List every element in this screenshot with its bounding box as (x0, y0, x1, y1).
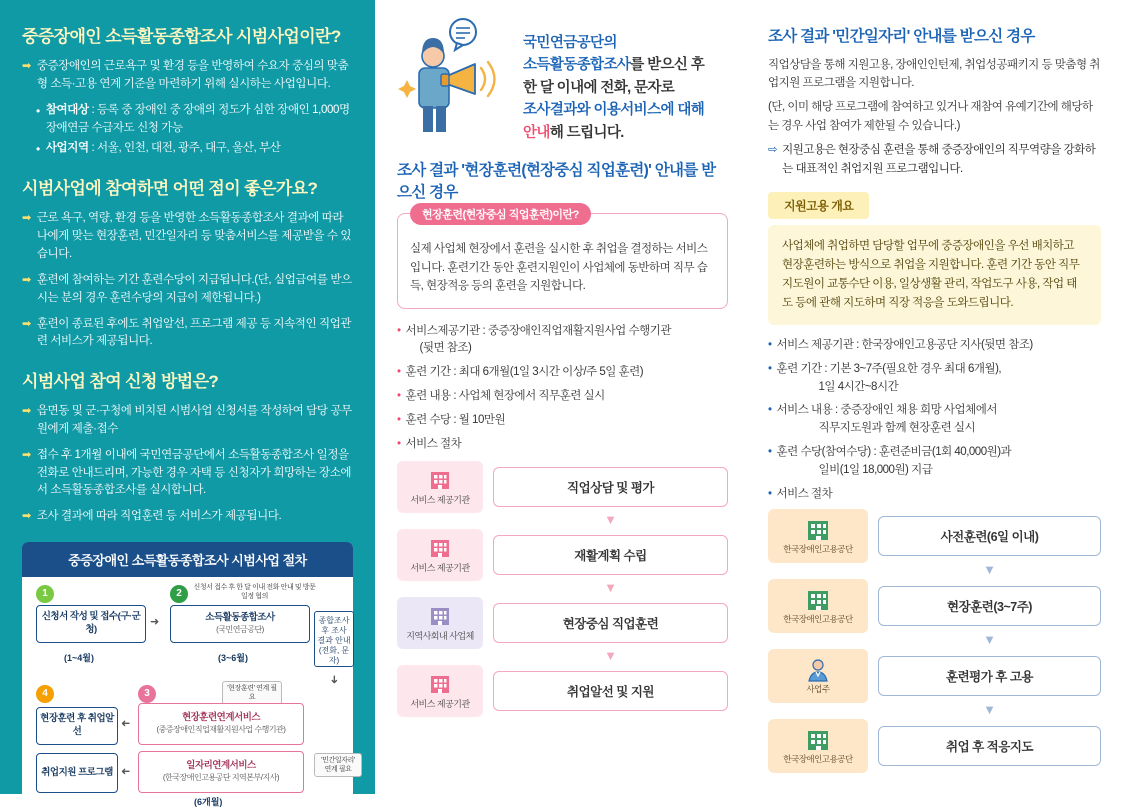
dot-bullet-icon: • (768, 487, 772, 500)
flow-step-number-4: 4 (36, 685, 54, 703)
service-provider-icon (397, 665, 483, 717)
center-panel (375, 0, 748, 794)
flow-arrow-icon: ➜ (328, 674, 341, 685)
service-provider-label: 서비스 제공기관 (410, 494, 470, 505)
right-flow-row (768, 509, 1101, 563)
center-bullet (397, 364, 728, 382)
right-flow-gap (768, 563, 1101, 579)
flow-step-number-3: 3 (138, 685, 156, 703)
center-flow-gap (397, 649, 728, 665)
dot-bullet-icon: • (397, 324, 401, 337)
kead-agency-label: 한국장애인고용공단 (783, 613, 853, 624)
dot-bullet-icon: • (36, 103, 40, 118)
center-bullet (397, 436, 728, 454)
right-bullet-text: 서비스 내용 : 중증장애인 채용 희망 사업체에서 직무지도원과 함께 현장훈련 실시 (776, 404, 997, 435)
right-flow-box: 사전훈련(6일 이내) (878, 516, 1101, 556)
right-arrow-note (768, 141, 1101, 178)
employer-icon (768, 649, 868, 703)
flow-box-step-2-sub: (국민연금공단) (216, 625, 264, 635)
dot-bullet-icon: • (768, 362, 772, 375)
left-section1-sub-text (46, 140, 353, 158)
local-business-icon (397, 597, 483, 649)
hero-line-4: 조사결과와 이용서비스에 대해 (523, 102, 705, 119)
dot-bullet-icon: • (768, 338, 772, 351)
kead-agency-label: 한국장애인고용공단 (783, 753, 853, 764)
flow-box-step-4a-label: 현장훈련 후 취업알선 (40, 713, 114, 738)
support-employment-box: 사업체에 취업하면 담당할 업무에 중증장애인을 우선 배치하고 현장훈련하는 방식으로 취업을 지원합니다. 훈련 기간 동안 직무지도원이 교통수단 이용, 일상생활 관리, 작업도구 사용, 작업 태도 등에 관해 지도하며 직장 적응을 도와드립니다. (768, 225, 1101, 325)
flow-box-step-1 (36, 605, 146, 643)
center-flow-box: 재활계획 수립 (493, 535, 728, 575)
left-section3-text: 접수 후 1개월 이내에 국민연금공단에서 소득활동종합조사 일정을 전화로 안내드리며, 가능한 경우 자택 등 신청자가 희망하는 장소에서 소득활동종합조사를 실시합니다. (36, 448, 352, 497)
flow-side-tag-1: 종합조사 후 조사 결과 안내 (전화, 문자) (314, 611, 354, 667)
flow-period-3: (6개월) (194, 797, 223, 808)
kead-agency-icon (768, 579, 868, 633)
center-bullet (397, 388, 728, 406)
right-flow-gap (768, 703, 1101, 719)
left-section2-item (22, 272, 353, 308)
right-paragraph-2: (단, 이미 해당 프로그램에 참여하고 있거나 재참여 유예기간에 해당하는 경우 사업 참여가 제한될 수 있습니다.) (768, 101, 1093, 132)
right-paragraph-1: 직업상담을 통해 지원고용, 장애인인턴제, 취업성공패키지 등 맞춤형 취업지원 프로그램을 지원합니다. (768, 58, 1100, 90)
flow-box-step-3b-sub: (한국장애인고용공단 지역본부/지사) (162, 773, 280, 783)
service-provider-icon (397, 461, 483, 513)
flow-box-step-4b (36, 753, 118, 793)
hero-line-1: 국민연금공단의 (523, 35, 617, 51)
right-flow-box: 훈련평가 후 고용 (878, 656, 1101, 696)
right-bullet-text: 서비스 제공기관 : 한국장애인고용공단 지사(뒷면 참조) (776, 338, 1033, 351)
arrow-bullet-icon: ➡ (22, 317, 31, 330)
right-bullet (768, 337, 1101, 355)
right-flow-row (768, 649, 1101, 703)
center-flow-box: 현장중심 직업훈련 (493, 603, 728, 643)
left-heading-3: 시범사업 참여 신청 방법은? (22, 372, 219, 392)
service-provider-label: 서비스 제공기관 (410, 698, 470, 709)
left-sub-value: : 등록 중 장애인 중 장애의 정도가 심한 장애인 1,000명 장애연금 수급자도 신청 가능 (45, 103, 350, 134)
down-arrow-icon: ▼ (983, 562, 996, 578)
left-panel (0, 0, 375, 808)
right-service-flow (768, 509, 1101, 773)
flow-period-1: (1~4월) (64, 653, 94, 664)
flow-arrow-icon: ➜ (121, 717, 131, 730)
local-business-label: 지역사회내 사업체 (406, 630, 474, 641)
dot-bullet-icon: • (36, 142, 40, 157)
flow-step-number-2: 2 (170, 585, 188, 603)
process-flow-diagram (22, 542, 353, 812)
left-sub-label: 사업지역 (45, 142, 89, 155)
center-service-flow (397, 461, 728, 717)
flow-title: 중증장애인 소득활동종합조사 시범사업 절차 (22, 542, 353, 577)
right-flow-row (768, 719, 1101, 773)
left-section3-text: 조사 결과에 따라 직업훈련 등 서비스가 제공됩니다. (36, 510, 282, 523)
kead-agency-icon (768, 509, 868, 563)
center-flow-row (397, 461, 728, 513)
dot-bullet-icon: • (768, 445, 772, 458)
center-bullet (397, 323, 728, 359)
center-bullet-text: 훈련 기간 : 최대 6개월(1일 3시간 이상/주 5일 훈련) (405, 366, 644, 379)
right-panel (748, 0, 1123, 794)
flow-step-number-1: 1 (36, 585, 54, 603)
kead-agency-icon (768, 719, 868, 773)
flow-box-step-2 (170, 605, 310, 643)
hero-block (397, 16, 728, 146)
definition-body: 실제 사업체 현장에서 훈련을 실시한 후 취업을 결정하는 서비스입니다. 훈련기간 동안 훈련지원인이 사업체에 동반하며 직무 습득, 현장적응 등의 훈련을 지원합니다. (410, 243, 708, 293)
left-section1-sub-text (46, 102, 353, 138)
flow-body (22, 577, 355, 808)
service-provider-label: 서비스 제공기관 (410, 562, 470, 573)
flow-arrow-icon: ➜ (121, 765, 131, 778)
right-heading: 조사 결과 '민간일자리' 안내를 받으신 경우 (768, 28, 1035, 45)
left-section3-text: 읍면동 및 군·구청에 비치된 시범사업 신청서를 작성하여 담당 공무원에게 제출·접수 (36, 405, 352, 436)
flow-side-tag-3: '민간일자리' 연계 필요 (314, 753, 362, 777)
right-bullet-text: 서비스 절차 (776, 487, 833, 500)
right-bullet (768, 402, 1101, 438)
center-flow-row (397, 665, 728, 717)
left-section1-sub (36, 140, 353, 158)
right-flow-gap (768, 633, 1101, 649)
dot-bullet-icon: • (397, 437, 401, 450)
right-bullet-text: 훈련 수당(참여수당) : 훈련준비금(1회 40,000원)과 일비(1일 18,000원) 지급 (776, 445, 1012, 476)
center-flow-box: 직업상담 및 평가 (493, 467, 728, 507)
center-flow-row (397, 529, 728, 581)
flow-side-tag-2: '현장훈련' 연계 필요 (222, 681, 282, 705)
left-heading-2: 시범사업에 참여하면 어떤 점이 좋은가요? (22, 179, 318, 199)
right-bullet-text: 훈련 기간 : 기본 3~7주(필요한 경우 최대 6개월), 1일 4시간~8시간 (776, 362, 1002, 393)
flow-box-step-1-label: 신청서 작성 및 접수(구·군청) (41, 611, 141, 636)
center-flow-gap (397, 581, 728, 597)
hero-text (523, 16, 704, 144)
left-heading-1: 중증장애인 소득활동종합조사 시범사업이란? (22, 27, 341, 46)
flow-note-step-2: 신청서 접수 후 한 달 이내 전화 안내 및 방문일정 협의 (193, 584, 316, 601)
flow-box-step-3b-label: 일자리연계서비스 (186, 760, 256, 772)
right-arrow-note-text: 지원고용은 현장중심 훈련을 통해 중증장애인의 직무역량을 강화하는 대표적인 취업지원 프로그램입니다. (782, 144, 1096, 175)
dot-bullet-icon: • (397, 413, 401, 426)
center-bullet (397, 412, 728, 430)
flow-box-step-3a-sub: (중증장애인직업재활지원사업 수행기관) (156, 725, 286, 735)
megaphone-illustration (397, 16, 517, 146)
flow-arrow-icon: ➜ (150, 616, 160, 629)
dot-bullet-icon: • (768, 404, 772, 417)
left-section2-text: 근로 욕구, 역량, 환경 등을 반영한 소득활동종합조사 결과에 따라 나에게 맞는 현장훈련, 민간일자리 등 맞춤서비스를 제공받을 수 있습니다. (36, 212, 352, 261)
down-arrow-icon: ▼ (983, 632, 996, 648)
down-arrow-icon: ▼ (604, 648, 617, 664)
flow-box-step-4b-label: 취업지원 프로그램 (41, 766, 113, 778)
employer-label: 사업주 (806, 683, 830, 694)
dot-bullet-icon: • (397, 389, 401, 402)
hero-line-2: 소득활동종합조사를 받으신 후 (523, 57, 705, 74)
arrow-bullet-icon: ➡ (22, 212, 31, 225)
dot-bullet-icon: • (397, 366, 401, 379)
arrow-bullet-icon: ➡ (22, 60, 31, 73)
hero-line-5: 안내해 드립니다. (523, 124, 624, 141)
center-flow-box: 취업알선 및 지원 (493, 671, 728, 711)
center-bullet-text: 서비스 절차 (405, 437, 462, 450)
center-bullet-text: 훈련 내용 : 사업체 현장에서 직무훈련 실시 (405, 389, 605, 402)
center-bullet-text: 서비스제공기관 : 중증장애인직업재활지원사업 수행기관 (뒷면 참조) (405, 324, 671, 355)
left-section3-item (22, 403, 353, 439)
left-section1-item (22, 58, 353, 94)
left-section2-item (22, 316, 353, 352)
down-arrow-icon: ▼ (983, 702, 996, 718)
left-sub-label: 참여대상 (45, 103, 89, 116)
right-bullet (768, 444, 1101, 480)
center-bullet-text: 훈련 수당 : 월 10만원 (405, 413, 506, 426)
left-sub-value: : 서울, 인천, 대전, 광주, 대구, 울산, 부산 (88, 142, 281, 155)
right-bullet (768, 361, 1101, 397)
flow-box-step-3a-label: 현장훈련연계서비스 (181, 712, 261, 724)
hero-line-3: 한 달 이내에 전화, 문자로 (523, 79, 675, 96)
arrow-bullet-icon: ➡ (22, 405, 31, 418)
right-flow-box: 취업 후 적응지도 (878, 726, 1101, 766)
right-flow-row (768, 579, 1101, 633)
flow-box-step-2-label: 소득활동종합조사 (205, 612, 275, 624)
flow-box-step-4a (36, 707, 118, 745)
left-section2-text: 훈련이 종료된 후에도 취업알선, 프로그램 제공 등 지속적인 직업관련 서비스가 제공됩니다. (36, 317, 352, 348)
support-employment-tag: 지원고용 개요 (768, 192, 869, 219)
left-section1-sub (36, 102, 353, 138)
left-section2-text: 훈련에 참여하는 기간 훈련수당이 지급됩니다.(단, 실업급여를 받으시는 분의 경우 훈련수당의 지급이 제한됩니다.) (36, 273, 352, 304)
definition-tag: 현장훈련(현장중심 직업훈련)이란? (410, 203, 591, 225)
left-section3-item (22, 508, 353, 526)
center-heading: 조사 결과 '현장훈련(현장중심 직업훈련)' 안내를 받으신 경우 (397, 162, 716, 201)
left-section2-item (22, 210, 353, 263)
arrow-bullet-icon: ➡ (22, 510, 31, 523)
right-bullet (768, 486, 1101, 504)
kead-agency-label: 한국장애인고용공단 (783, 543, 853, 554)
center-flow-row (397, 597, 728, 649)
definition-box (397, 209, 728, 308)
flow-box-step-3b (138, 751, 304, 793)
flow-period-2: (3~6월) (218, 653, 248, 664)
left-section3-item (22, 447, 353, 500)
right-flow-box: 현장훈련(3~7주) (878, 586, 1101, 626)
down-arrow-icon: ▼ (604, 580, 617, 596)
flow-box-step-3a (138, 703, 304, 745)
left-section1-text: 중증장애인의 근로욕구 및 환경 등을 반영하여 수요자 중심의 맞춤형 소득·고용 연계 기준을 마련하기 위해 실시하는 사업입니다. (36, 60, 349, 90)
arrow-bullet-icon: ⇨ (768, 144, 778, 157)
center-flow-gap (397, 513, 728, 529)
service-provider-icon (397, 529, 483, 581)
down-arrow-icon: ▼ (604, 512, 617, 528)
arrow-bullet-icon: ➡ (22, 273, 31, 286)
arrow-bullet-icon: ➡ (22, 448, 31, 461)
